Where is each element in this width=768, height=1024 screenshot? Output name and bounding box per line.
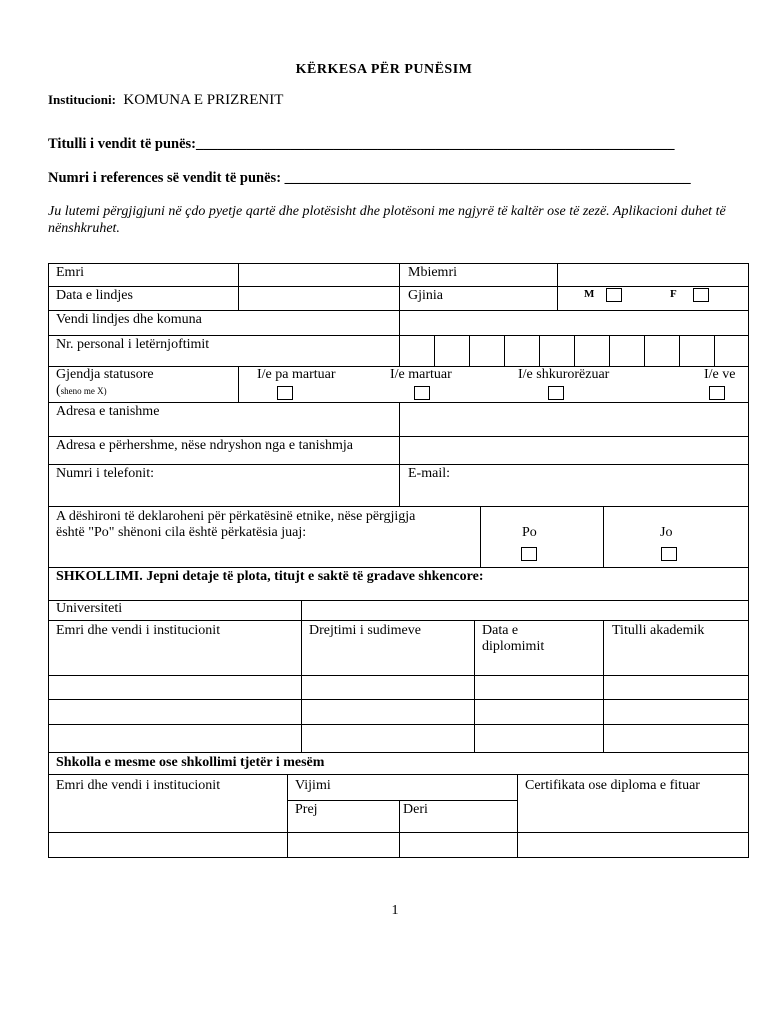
gender-f-label: F	[670, 288, 677, 300]
status-married-label: I/e martuar	[390, 367, 452, 382]
row-line	[48, 752, 749, 753]
id-digit-line	[469, 335, 470, 366]
civil-status-hint	[56, 383, 107, 399]
first-name-label: Emri	[56, 265, 84, 280]
university-label: Universiteti	[56, 601, 123, 616]
gender-f-checkbox[interactable]	[693, 288, 709, 302]
civil-status-label: Gjendja statusore	[56, 367, 154, 382]
reference-number-label: Numri i references së vendit të punës:	[48, 170, 282, 186]
row-line	[48, 600, 749, 601]
col-title-header: Titulli akademik	[612, 623, 705, 638]
ethnic-yes-label: Po	[522, 525, 537, 540]
ethnic-no-label: Jo	[660, 525, 673, 540]
id-digit-line	[504, 335, 505, 366]
civil-status-hint-text: sheno me X)	[60, 386, 107, 396]
col-line	[474, 620, 475, 752]
status-married-checkbox[interactable]	[414, 386, 430, 400]
sec-from-header: Prej	[295, 802, 318, 817]
col-line	[557, 263, 558, 310]
status-single-label: I/e pa martuar	[257, 367, 336, 382]
institution-value: KOMUNA E PRIZRENIT	[123, 92, 284, 108]
birth-date-label: Data e lindjes	[56, 288, 133, 303]
id-number-label: Nr. personal i letërnjoftimit	[56, 337, 210, 352]
sec-to-header: Deri	[403, 802, 428, 817]
id-digit-line	[574, 335, 575, 366]
reference-number-line: ________________________________________________________	[284, 170, 691, 186]
id-digit-line	[679, 335, 680, 366]
email-label: E-mail:	[408, 466, 450, 481]
col-line	[238, 366, 239, 402]
col-line	[399, 310, 400, 366]
status-divorced-checkbox[interactable]	[548, 386, 564, 400]
page-number: 1	[391, 903, 399, 918]
gender-m-label: M	[584, 288, 595, 300]
row-line	[48, 774, 749, 775]
job-title-label: Titulli i vendit të punës:	[48, 136, 196, 152]
birthplace-label: Vendi lindjes dhe komuna	[56, 312, 202, 327]
status-divorced-label: I/e shkurorëzuar	[518, 367, 610, 382]
id-digit-line	[644, 335, 645, 366]
col-line	[517, 774, 518, 858]
row-line	[48, 675, 749, 676]
row-line	[288, 800, 517, 801]
sec-col-institution-header: Emri dhe vendi i institucionit	[56, 778, 221, 793]
status-widowed-checkbox[interactable]	[709, 386, 725, 400]
status-single-checkbox[interactable]	[277, 386, 293, 400]
col-graduation-header-line1: Data e	[482, 623, 519, 638]
last-name-label: Mbiemri	[408, 265, 457, 280]
job-title-line: __________________________________________________________________	[195, 136, 675, 152]
education-heading: SHKOLLIMI. Jepni detaje të plota, titujt e saktë të gradave shkencore:	[56, 569, 484, 584]
row-line	[48, 724, 749, 725]
current-address-label: Adresa e tanishme	[56, 404, 160, 419]
row-line	[48, 699, 749, 700]
sec-col-certificate-header: Certifikata ose diploma e fituar	[525, 778, 700, 793]
civil-status-hint-paren: (	[56, 383, 61, 398]
ethnic-yes-checkbox[interactable]	[521, 547, 537, 561]
permanent-address-label: Adresa e përhershme, nëse ndryshon nga e tanishmja	[56, 438, 354, 453]
gender-label: Gjinia	[408, 288, 443, 303]
row-line	[48, 506, 749, 507]
col-line	[301, 600, 302, 752]
col-line	[603, 620, 604, 752]
ethnic-no-checkbox[interactable]	[661, 547, 677, 561]
col-line	[480, 506, 481, 568]
institution-line	[48, 92, 283, 109]
col-institution-header: Emri dhe vendi i institucionit	[56, 623, 221, 638]
instructions-text: Ju lutemi përgjigjuni në çdo pyetje qartë dhe plotësisht dhe plotësoni me ngjyrë të kaltër ose të zezë. Aplikacioni duhet të nënshkruhet.	[48, 204, 726, 236]
status-widowed-label: I/e ve	[704, 367, 736, 382]
id-digit-line	[609, 335, 610, 366]
sec-col-attendance-header: Vijimi	[295, 778, 331, 793]
col-line	[399, 263, 400, 310]
col-direction-header: Drejtimi i sudimeve	[309, 623, 421, 638]
ethnic-question-line1: A dëshironi të deklaroheni për përkatësinë etnike, nëse përgjigja	[56, 509, 416, 524]
id-digit-line	[434, 335, 435, 366]
col-line	[238, 263, 239, 310]
ethnic-question-line2: është "Po" shënoni cila është përkatësia juaj:	[56, 525, 307, 540]
row-line	[48, 620, 749, 621]
id-digit-line	[714, 335, 715, 366]
id-digit-line	[539, 335, 540, 366]
reference-number-field[interactable]	[48, 170, 691, 187]
institution-label: Institucioni:	[48, 92, 116, 107]
job-title-field[interactable]	[48, 136, 674, 153]
col-line	[399, 402, 400, 506]
col-line	[399, 800, 400, 858]
secondary-heading: Shkolla e mesme ose shkollimi tjetër i mesëm	[56, 755, 325, 770]
col-line	[603, 506, 604, 568]
page-title: KËRKESA PËR PUNËSIM	[295, 62, 473, 77]
gender-m-checkbox[interactable]	[606, 288, 622, 302]
col-line	[287, 774, 288, 858]
col-graduation-header-line2: diplomimit	[482, 639, 545, 654]
phone-label: Numri i telefonit:	[56, 466, 154, 481]
